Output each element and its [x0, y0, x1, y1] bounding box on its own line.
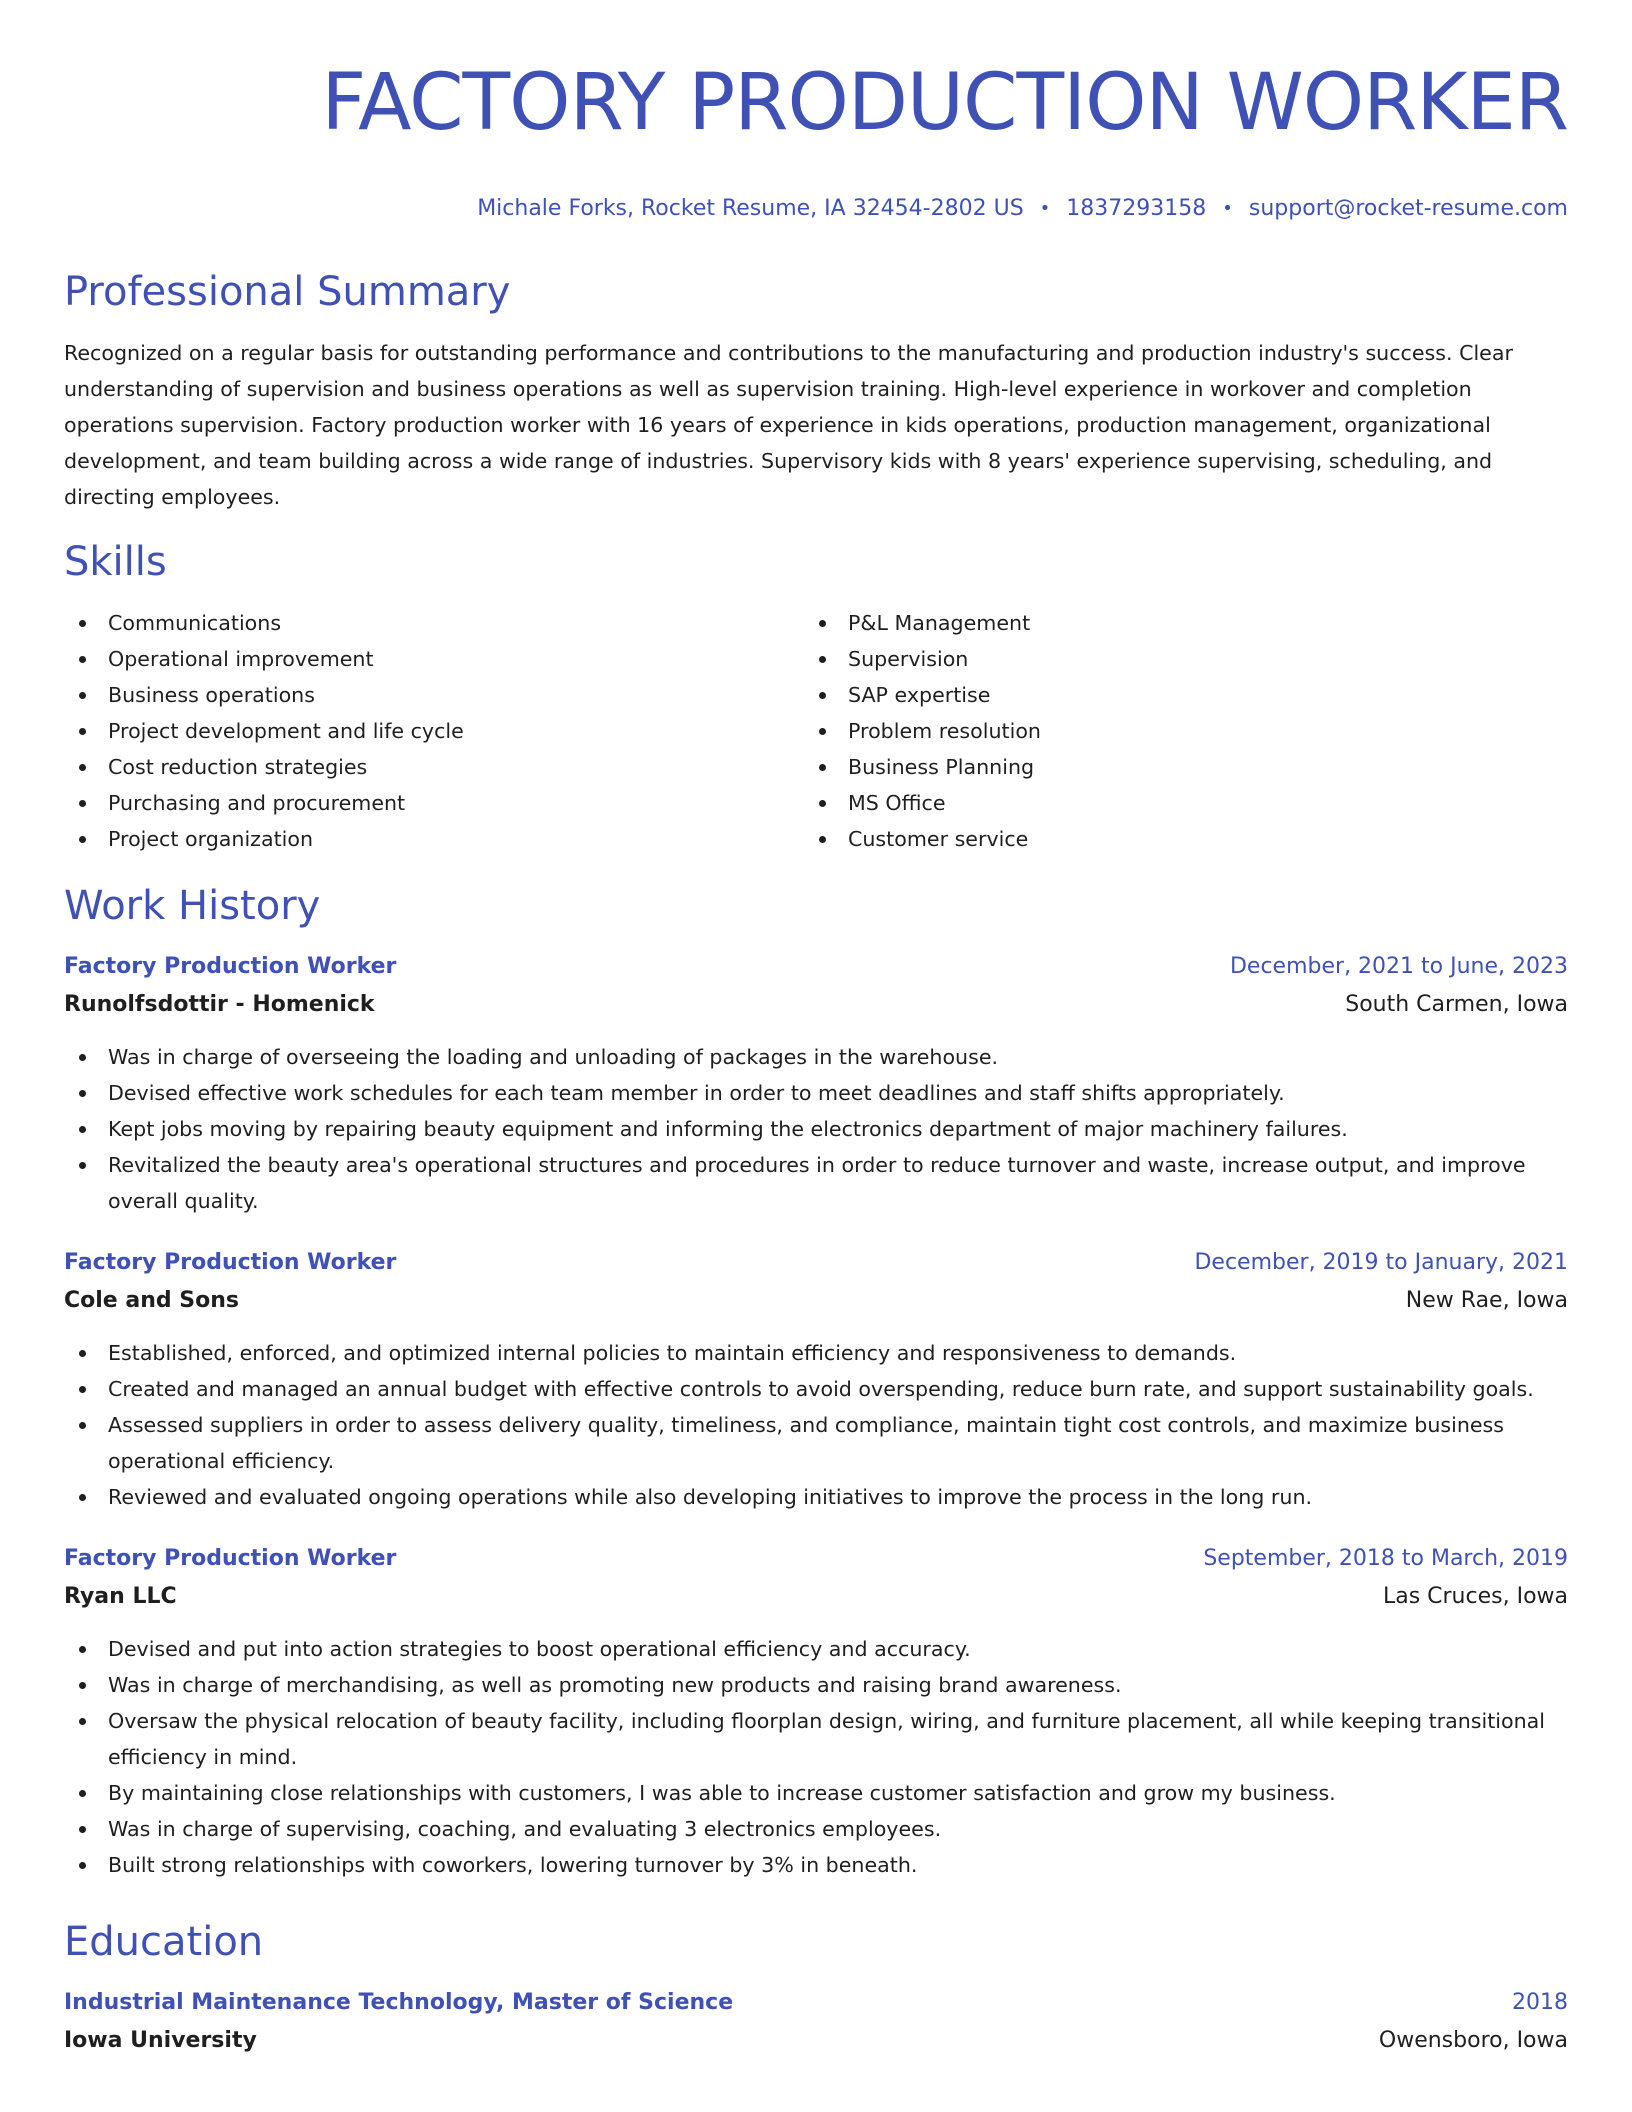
skills-columns [64, 605, 1568, 857]
contact-phone: 1837293158 [1066, 196, 1207, 221]
job-location: New Rae, Iowa [1405, 1288, 1568, 1313]
resume-title: FACTORY PRODUCTION WORKER [321, 58, 1568, 148]
job-title: Factory Production Worker [64, 1546, 397, 1571]
job-dates: December, 2019 to January, 2021 [1194, 1250, 1568, 1275]
job-bullet: Devised and put into action strategies to boost operational efficiency and accuracy. [64, 1631, 1568, 1667]
job-bullets [64, 1335, 1568, 1515]
education-school: Iowa University [64, 2028, 257, 2053]
contact-line [64, 194, 1568, 224]
skill-item: Business Planning [804, 749, 1544, 785]
skill-item: MS Office [804, 785, 1544, 821]
job-bullet: By maintaining close relationships with customers, I was able to increase customer satisfaction and grow my business. [64, 1775, 1568, 1811]
skills-list-right [804, 605, 1544, 857]
job-dates: September, 2018 to March, 2019 [1203, 1546, 1568, 1571]
job-bullet: Established, enforced, and optimized internal policies to maintain efficiency and responsiveness to demands. [64, 1335, 1568, 1371]
job-company: Ryan LLC [64, 1584, 177, 1609]
skill-item: Cost reduction strategies [64, 749, 804, 785]
skill-item: Problem resolution [804, 713, 1544, 749]
education-heading: Education [64, 1919, 264, 1965]
job-bullet: Revitalized the beauty area's operational structures and procedures in order to reduce turnover and waste, increase output, and improve overall quality. [64, 1147, 1568, 1219]
job-bullet: Assessed suppliers in order to assess delivery quality, timeliness, and compliance, maintain tight cost controls, and maximize business operational efficiency. [64, 1407, 1568, 1479]
summary-text: Recognized on a regular basis for outstanding performance and contributions to the manufacturing and production industry's success. Clear understanding of supervision and business operations as well as supervision training. High-level experience in workover and completion operations supervision. Factory production worker with 16 years of experience in kids operations, production management, organizational development, and team building across a wide range of industries. Supervisory kids with 8 years' experience supervising, scheduling, and directing employees. [64, 341, 1513, 509]
skill-item: Business operations [64, 677, 804, 713]
job-entry [64, 949, 1568, 1219]
job-bullets [64, 1039, 1568, 1219]
job-bullet: Oversaw the physical relocation of beauty facility, including floorplan design, wiring, and furniture placement, all while keeping transitional efficiency in mind. [64, 1703, 1568, 1775]
job-bullets [64, 1631, 1568, 1883]
job-title: Factory Production Worker [64, 954, 397, 979]
skills-list-left [64, 605, 804, 857]
skill-item: Project development and life cycle [64, 713, 804, 749]
education-entry [64, 1985, 1568, 2061]
job-location: South Carmen, Iowa [1345, 992, 1568, 1017]
job-bullet: Devised effective work schedules for each team member in order to meet deadlines and staff shifts appropriately. [64, 1075, 1568, 1111]
skill-item: SAP expertise [804, 677, 1544, 713]
job-bullet: Built strong relationships with coworkers, lowering turnover by 3% in beneath. [64, 1847, 1568, 1883]
skill-item: Customer service [804, 821, 1544, 857]
job-title: Factory Production Worker [64, 1250, 397, 1275]
job-bullet: Was in charge of supervising, coaching, and evaluating 3 electronics employees. [64, 1811, 1568, 1847]
contact-email[interactable]: support@rocket-resume.com [1248, 196, 1568, 221]
job-bullet: Created and managed an annual budget with effective controls to avoid overspending, reduce burn rate, and support sustainability goals. [64, 1371, 1568, 1407]
job-bullet: Was in charge of merchandising, as well as promoting new products and raising brand awareness. [64, 1667, 1568, 1703]
job-dates: December, 2021 to June, 2023 [1229, 954, 1568, 979]
contact-address: Michale Forks, Rocket Resume, IA 32454-2802 US [477, 196, 1024, 221]
job-company: Runolfsdottir - Homenick [64, 992, 375, 1017]
summary-heading: Professional Summary [64, 269, 511, 315]
job-entry [64, 1541, 1568, 1883]
job-company: Cole and Sons [64, 1288, 240, 1313]
education-year: 2018 [1512, 1990, 1568, 2015]
job-entry [64, 1245, 1568, 1515]
skill-item: P&L Management [804, 605, 1544, 641]
work-history-heading: Work History [64, 883, 321, 929]
education-location: Owensboro, Iowa [1378, 2028, 1568, 2053]
job-bullet: Reviewed and evaluated ongoing operations while also developing initiatives to improve the process in the long run. [64, 1479, 1568, 1515]
skill-item: Purchasing and procurement [64, 785, 804, 821]
job-bullet: Was in charge of overseeing the loading and unloading of packages in the warehouse. [64, 1039, 1568, 1075]
education-degree: Industrial Maintenance Technology, Master of Science [64, 1990, 734, 2015]
skills-heading: Skills [64, 539, 167, 585]
contact-separator: • [1222, 198, 1233, 219]
skill-item: Project organization [64, 821, 804, 857]
skill-item: Supervision [804, 641, 1544, 677]
skill-item: Communications [64, 605, 804, 641]
skill-item: Operational improvement [64, 641, 804, 677]
contact-separator: • [1039, 198, 1051, 219]
job-bullet: Kept jobs moving by repairing beauty equipment and informing the electronics department of major machinery failures. [64, 1111, 1568, 1147]
job-location: Las Cruces, Iowa [1382, 1584, 1568, 1609]
